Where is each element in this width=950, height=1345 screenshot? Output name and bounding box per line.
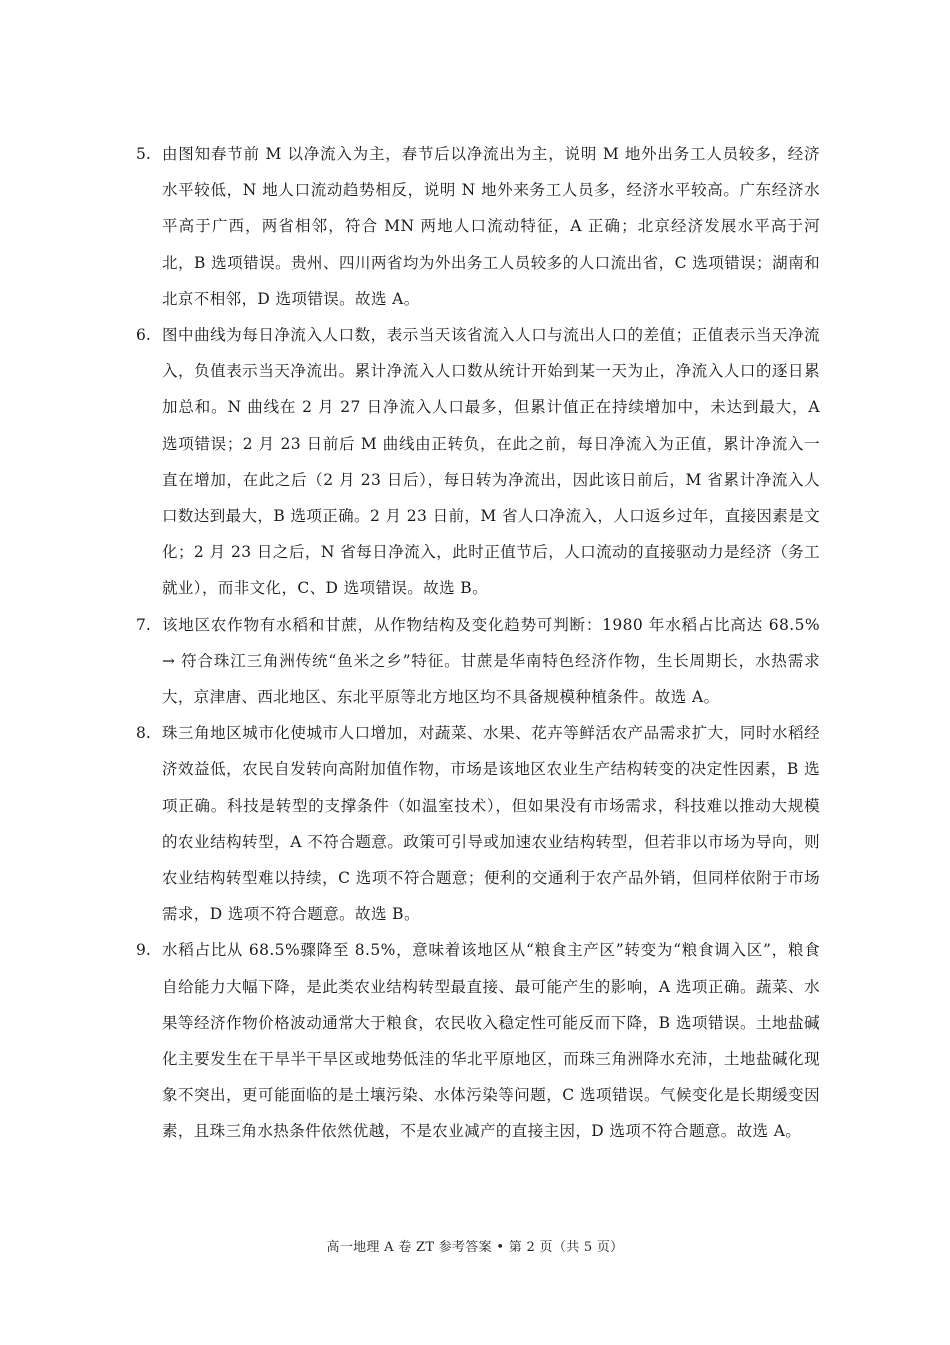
answer-text: 珠三角地区城市化使城市人口增加，对蔬菜、水果、花卉等鲜活农产品需求扩大，同时水稻经济效益低，农民自发转向高附加值作物，市场是该地区农业生产结构转变的决定性因素，B 选项正确。科技是转型的支撑条件（如温室技术），但如果没有市场需求，科技难以推动大规模的农业结构转型，A 不符合题意。政策可引导或加速农业结构转型，但若非以市场为导向，则农业结构转型难以持续，C 选项不符合题意；便利的交通利于农产品外销，但同样依附于市场需求，D 选项不符合题意。故选 B。 [162,724,820,924]
answer-number: 7. [136,615,151,634]
answer-number: 8. [136,724,151,743]
answer-text: 该地区农作物有水稻和甘蔗，从作物结构及变化趋势可判断：1980 年水稻占比高达 68.5% → 符合珠江三角洲传统“鱼米之乡”特征。甘蔗是华南特色经济作物，生长周期长，水热需求大，京津唐、西北地区、东北平原等北方地区均不具备规模种植条件。故选 A。 [162,615,820,707]
answer-item-6 [136,317,820,607]
answer-item-7 [136,607,820,716]
answer-item-5 [136,136,820,317]
answer-list [136,136,820,1150]
answer-text: 图中曲线为每日净流入人口数，表示当天该省流入人口与流出人口的差值；正值表示当天净流入，负值表示当天净流出。累计净流入人口数从统计开始到某一天为止，净流入人口的逐日累加总和。N 曲线在 2 月 27 日净流入人口最多，但累计值正在持续增加中，未达到最大，A 选项错误；2 月 23 日前后 M 曲线由正转负，在此之前，每日净流入为正值，累计净流入一直在增加，在此之后（2 月 23 日后），每日转为净流出，因此该日前后，M 省累计净流入人口数达到最大，B 选项正确。2 月 23 日前，M 省人口净流入，人口返乡过年，直接因素是文化；2 月 23 日之后，N 省每日净流入，此时正值节后，人口流动的直接驱动力是经济（务工就业），而非文化，C、D 选项错误。故选 B。 [162,326,820,598]
answer-text: 由图知春节前 M 以净流入为主，春节后以净流出为主，说明 M 地外出务工人员较多，经济水平较低，N 地人口流动趋势相反，说明 N 地外来务工人员多，经济水平较高。广东经济水平高于广西，两省相邻，符合 MN 两地人口流动特征，A 正确；北京经济发展水平高于河北，B 选项错误。贵州、四川两省均为外出务工人员较多的人口流出省，C 选项错误；湖南和北京不相邻，D 选项错误。故选 A。 [162,145,820,308]
answer-text: 水稻占比从 68.5%骤降至 8.5%，意味着该地区从“粮食主产区”转变为“粮食调入区”，粮食自给能力大幅下降，是此类农业结构转型最直接、最可能产生的影响，A 选项正确。蔬菜、水果等经济作物价格波动通常大于粮食，农民收入稳定性可能反而下降，B 选项错误。土地盐碱化主要发生在干旱半干旱区或地势低洼的华北平原地区，而珠三角洲降水充沛，土地盐碱化现象不突出，更可能面临的是土壤污染、水体污染等问题，C 选项错误。气候变化是长期缓变因素，且珠三角水热条件依然优越，不是农业减产的直接主因，D 选项不符合题意。故选 A。 [162,941,820,1141]
answer-number: 9. [136,941,151,960]
answer-number: 5. [136,145,151,163]
page-footer: 高一地理 A 卷 ZT 参考答案 • 第 2 页（共 5 页） [326,1240,624,1255]
answer-item-8 [136,715,820,932]
answer-item-9 [136,932,820,1149]
answer-number: 6. [136,326,151,345]
